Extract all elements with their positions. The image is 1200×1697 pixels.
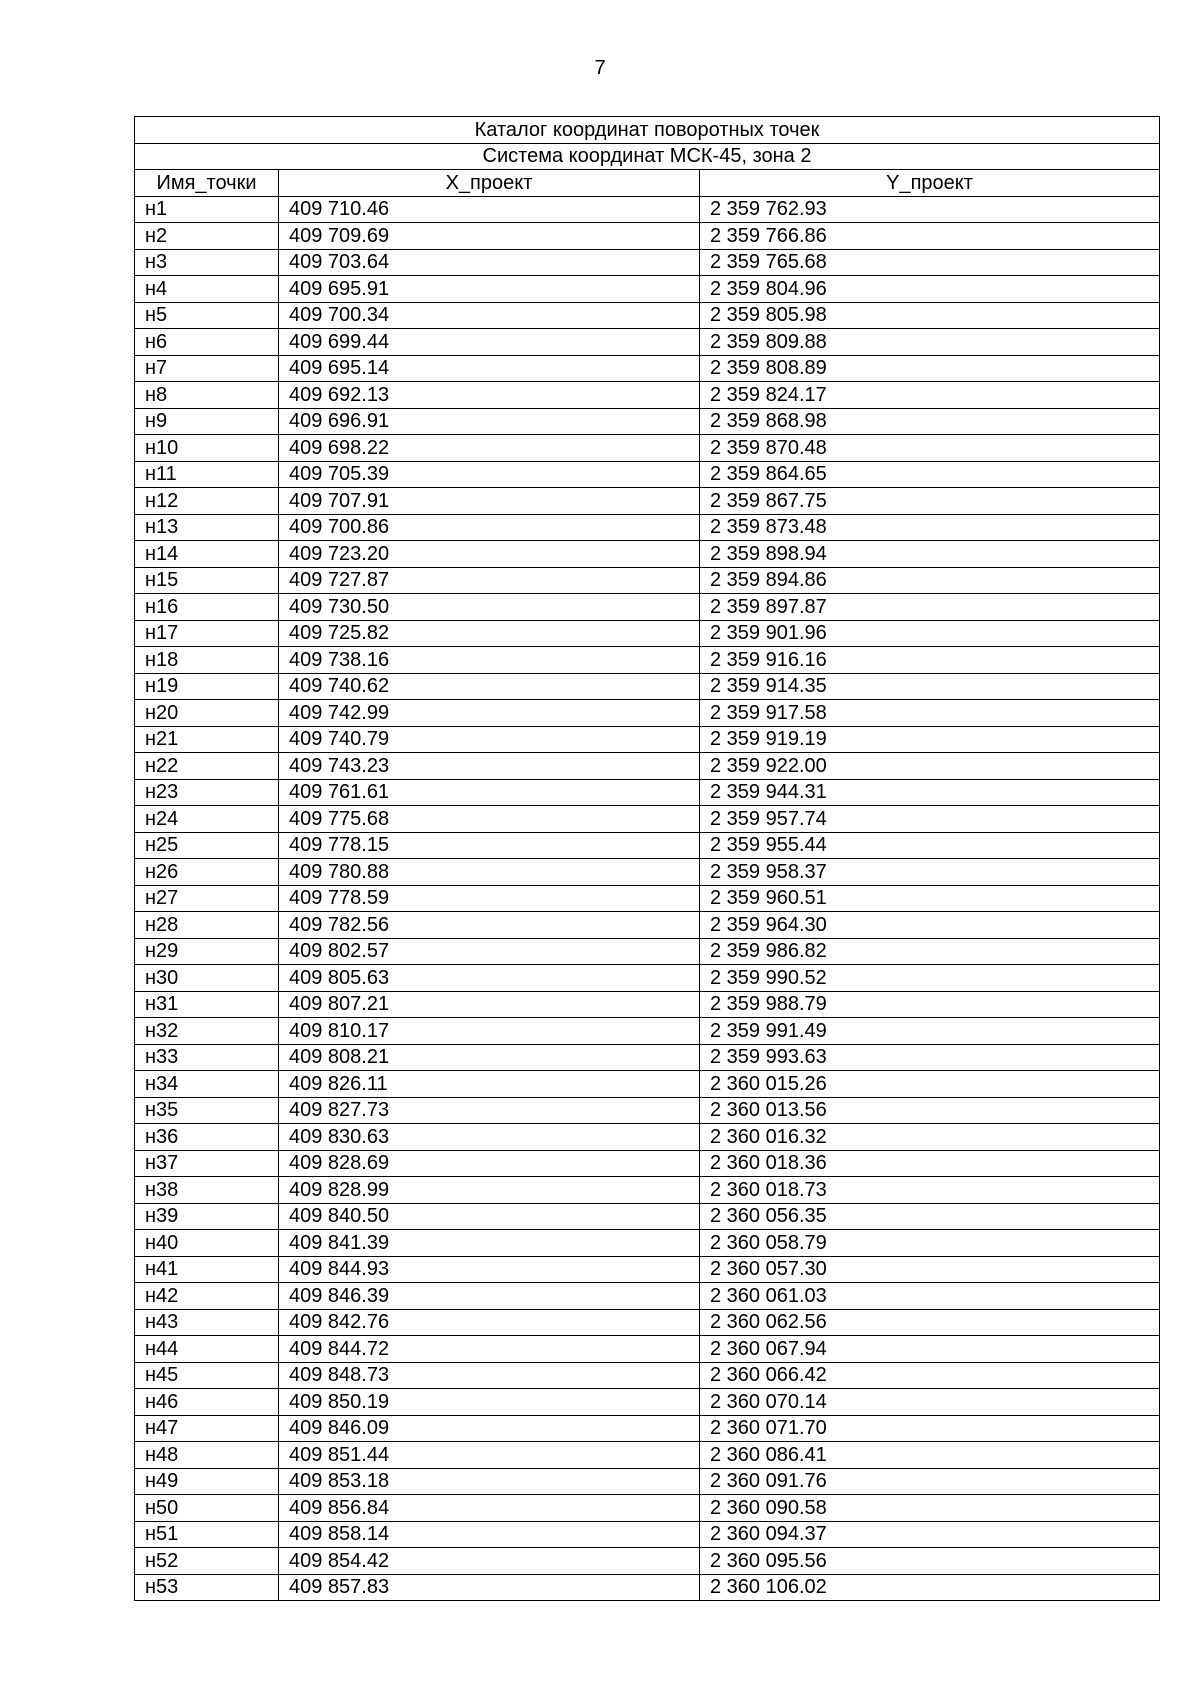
point-name-cell: н41 bbox=[135, 1256, 279, 1283]
point-name-cell: н2 bbox=[135, 223, 279, 250]
x-coordinate-cell: 409 808.21 bbox=[279, 1044, 700, 1071]
table-row bbox=[135, 1230, 1160, 1257]
point-name-cell: н29 bbox=[135, 938, 279, 965]
point-name-cell: н24 bbox=[135, 806, 279, 833]
table-row bbox=[135, 1283, 1160, 1310]
y-coordinate-cell: 2 360 015.26 bbox=[700, 1071, 1160, 1098]
y-coordinate-cell: 2 360 018.73 bbox=[700, 1177, 1160, 1204]
table-row bbox=[135, 1362, 1160, 1389]
column-header-point-name: Имя_точки bbox=[135, 170, 279, 197]
y-coordinate-cell: 2 359 873.48 bbox=[700, 514, 1160, 541]
y-coordinate-cell: 2 359 868.98 bbox=[700, 408, 1160, 435]
x-coordinate-cell: 409 705.39 bbox=[279, 461, 700, 488]
x-coordinate-cell: 409 858.14 bbox=[279, 1521, 700, 1548]
point-name-cell: н26 bbox=[135, 859, 279, 886]
x-coordinate-cell: 409 725.82 bbox=[279, 620, 700, 647]
point-name-cell: н19 bbox=[135, 673, 279, 700]
table-row bbox=[135, 806, 1160, 833]
point-name-cell: н3 bbox=[135, 249, 279, 276]
table-row bbox=[135, 1203, 1160, 1230]
point-name-cell: н53 bbox=[135, 1574, 279, 1601]
table-row bbox=[135, 1389, 1160, 1416]
y-coordinate-cell: 2 359 958.37 bbox=[700, 859, 1160, 886]
y-coordinate-cell: 2 359 960.51 bbox=[700, 885, 1160, 912]
point-name-cell: н13 bbox=[135, 514, 279, 541]
y-coordinate-cell: 2 360 016.32 bbox=[700, 1124, 1160, 1151]
x-coordinate-cell: 409 700.86 bbox=[279, 514, 700, 541]
table-row bbox=[135, 726, 1160, 753]
table-row bbox=[135, 1468, 1160, 1495]
y-coordinate-cell: 2 360 071.70 bbox=[700, 1415, 1160, 1442]
x-coordinate-cell: 409 730.50 bbox=[279, 594, 700, 621]
x-coordinate-cell: 409 695.91 bbox=[279, 276, 700, 303]
y-coordinate-cell: 2 359 957.74 bbox=[700, 806, 1160, 833]
point-name-cell: н31 bbox=[135, 991, 279, 1018]
point-name-cell: н1 bbox=[135, 196, 279, 223]
point-name-cell: н8 bbox=[135, 382, 279, 409]
x-coordinate-cell: 409 853.18 bbox=[279, 1468, 700, 1495]
table-title: Каталог координат поворотных точек bbox=[135, 117, 1160, 144]
point-name-cell: н32 bbox=[135, 1018, 279, 1045]
y-coordinate-cell: 2 360 056.35 bbox=[700, 1203, 1160, 1230]
point-name-cell: н35 bbox=[135, 1097, 279, 1124]
y-coordinate-cell: 2 359 917.58 bbox=[700, 700, 1160, 727]
point-name-cell: н44 bbox=[135, 1336, 279, 1363]
table-row bbox=[135, 249, 1160, 276]
table-row bbox=[135, 1574, 1160, 1601]
x-coordinate-cell: 409 703.64 bbox=[279, 249, 700, 276]
x-coordinate-cell: 409 846.39 bbox=[279, 1283, 700, 1310]
table-row bbox=[135, 1521, 1160, 1548]
x-coordinate-cell: 409 723.20 bbox=[279, 541, 700, 568]
point-name-cell: н20 bbox=[135, 700, 279, 727]
table-row bbox=[135, 276, 1160, 303]
x-coordinate-cell: 409 856.84 bbox=[279, 1495, 700, 1522]
x-coordinate-cell: 409 698.22 bbox=[279, 435, 700, 462]
point-name-cell: н43 bbox=[135, 1309, 279, 1336]
point-name-cell: н52 bbox=[135, 1548, 279, 1575]
table-row bbox=[135, 461, 1160, 488]
x-coordinate-cell: 409 742.99 bbox=[279, 700, 700, 727]
x-coordinate-cell: 409 841.39 bbox=[279, 1230, 700, 1257]
point-name-cell: н5 bbox=[135, 302, 279, 329]
x-coordinate-cell: 409 738.16 bbox=[279, 647, 700, 674]
table-row bbox=[135, 594, 1160, 621]
y-coordinate-cell: 2 359 864.65 bbox=[700, 461, 1160, 488]
table-row bbox=[135, 1336, 1160, 1363]
y-coordinate-cell: 2 359 901.96 bbox=[700, 620, 1160, 647]
point-name-cell: н30 bbox=[135, 965, 279, 992]
table-row bbox=[135, 1256, 1160, 1283]
point-name-cell: н49 bbox=[135, 1468, 279, 1495]
y-coordinate-cell: 2 359 986.82 bbox=[700, 938, 1160, 965]
table-row bbox=[135, 329, 1160, 356]
point-name-cell: н38 bbox=[135, 1177, 279, 1204]
table-subtitle: Система координат МСК-45, зона 2 bbox=[135, 143, 1160, 170]
table-row bbox=[135, 196, 1160, 223]
table-row bbox=[135, 435, 1160, 462]
y-coordinate-cell: 2 359 766.86 bbox=[700, 223, 1160, 250]
table-row bbox=[135, 991, 1160, 1018]
table-row bbox=[135, 620, 1160, 647]
y-coordinate-cell: 2 359 809.88 bbox=[700, 329, 1160, 356]
point-name-cell: н18 bbox=[135, 647, 279, 674]
x-coordinate-cell: 409 695.14 bbox=[279, 355, 700, 382]
table-row bbox=[135, 912, 1160, 939]
x-coordinate-cell: 409 743.23 bbox=[279, 753, 700, 780]
x-coordinate-cell: 409 857.83 bbox=[279, 1574, 700, 1601]
point-name-cell: н34 bbox=[135, 1071, 279, 1098]
x-coordinate-cell: 409 707.91 bbox=[279, 488, 700, 515]
y-coordinate-cell: 2 359 897.87 bbox=[700, 594, 1160, 621]
x-coordinate-cell: 409 709.69 bbox=[279, 223, 700, 250]
y-coordinate-cell: 2 359 944.31 bbox=[700, 779, 1160, 806]
point-name-cell: н15 bbox=[135, 567, 279, 594]
page-number: 7 bbox=[594, 57, 606, 79]
y-coordinate-cell: 2 360 013.56 bbox=[700, 1097, 1160, 1124]
y-coordinate-cell: 2 359 870.48 bbox=[700, 435, 1160, 462]
x-coordinate-cell: 409 775.68 bbox=[279, 806, 700, 833]
point-name-cell: н48 bbox=[135, 1442, 279, 1469]
point-name-cell: н12 bbox=[135, 488, 279, 515]
point-name-cell: н10 bbox=[135, 435, 279, 462]
point-name-cell: н7 bbox=[135, 355, 279, 382]
x-coordinate-cell: 409 727.87 bbox=[279, 567, 700, 594]
point-name-cell: н9 bbox=[135, 408, 279, 435]
x-coordinate-cell: 409 778.59 bbox=[279, 885, 700, 912]
y-coordinate-cell: 2 359 955.44 bbox=[700, 832, 1160, 859]
table-body bbox=[135, 196, 1160, 1601]
y-coordinate-cell: 2 359 993.63 bbox=[700, 1044, 1160, 1071]
y-coordinate-cell: 2 359 990.52 bbox=[700, 965, 1160, 992]
x-coordinate-cell: 409 740.79 bbox=[279, 726, 700, 753]
point-name-cell: н47 bbox=[135, 1415, 279, 1442]
y-coordinate-cell: 2 359 964.30 bbox=[700, 912, 1160, 939]
y-coordinate-cell: 2 359 765.68 bbox=[700, 249, 1160, 276]
point-name-cell: н51 bbox=[135, 1521, 279, 1548]
point-name-cell: н23 bbox=[135, 779, 279, 806]
y-coordinate-cell: 2 360 090.58 bbox=[700, 1495, 1160, 1522]
table-row bbox=[135, 859, 1160, 886]
table-row bbox=[135, 779, 1160, 806]
point-name-cell: н21 bbox=[135, 726, 279, 753]
point-name-cell: н33 bbox=[135, 1044, 279, 1071]
x-coordinate-cell: 409 844.93 bbox=[279, 1256, 700, 1283]
x-coordinate-cell: 409 761.61 bbox=[279, 779, 700, 806]
table-row bbox=[135, 1548, 1160, 1575]
column-header-y: Y_проект bbox=[700, 170, 1160, 197]
x-coordinate-cell: 409 854.42 bbox=[279, 1548, 700, 1575]
y-coordinate-cell: 2 359 805.98 bbox=[700, 302, 1160, 329]
point-name-cell: н40 bbox=[135, 1230, 279, 1257]
y-coordinate-cell: 2 360 062.56 bbox=[700, 1309, 1160, 1336]
x-coordinate-cell: 409 700.34 bbox=[279, 302, 700, 329]
x-coordinate-cell: 409 802.57 bbox=[279, 938, 700, 965]
y-coordinate-cell: 2 360 061.03 bbox=[700, 1283, 1160, 1310]
x-coordinate-cell: 409 692.13 bbox=[279, 382, 700, 409]
point-name-cell: н37 bbox=[135, 1150, 279, 1177]
y-coordinate-cell: 2 359 916.16 bbox=[700, 647, 1160, 674]
x-coordinate-cell: 409 828.69 bbox=[279, 1150, 700, 1177]
y-coordinate-cell: 2 360 086.41 bbox=[700, 1442, 1160, 1469]
y-coordinate-cell: 2 359 914.35 bbox=[700, 673, 1160, 700]
y-coordinate-cell: 2 360 067.94 bbox=[700, 1336, 1160, 1363]
x-coordinate-cell: 409 740.62 bbox=[279, 673, 700, 700]
x-coordinate-cell: 409 844.72 bbox=[279, 1336, 700, 1363]
y-coordinate-cell: 2 359 898.94 bbox=[700, 541, 1160, 568]
column-header-x: X_проект bbox=[279, 170, 700, 197]
x-coordinate-cell: 409 696.91 bbox=[279, 408, 700, 435]
table-row bbox=[135, 647, 1160, 674]
x-coordinate-cell: 409 846.09 bbox=[279, 1415, 700, 1442]
point-name-cell: н50 bbox=[135, 1495, 279, 1522]
y-coordinate-cell: 2 360 095.56 bbox=[700, 1548, 1160, 1575]
x-coordinate-cell: 409 710.46 bbox=[279, 196, 700, 223]
table-row bbox=[135, 1177, 1160, 1204]
table-row bbox=[135, 1415, 1160, 1442]
point-name-cell: н17 bbox=[135, 620, 279, 647]
y-coordinate-cell: 2 359 867.75 bbox=[700, 488, 1160, 515]
y-coordinate-cell: 2 359 894.86 bbox=[700, 567, 1160, 594]
x-coordinate-cell: 409 850.19 bbox=[279, 1389, 700, 1416]
x-coordinate-cell: 409 842.76 bbox=[279, 1309, 700, 1336]
x-coordinate-cell: 409 810.17 bbox=[279, 1018, 700, 1045]
x-coordinate-cell: 409 827.73 bbox=[279, 1097, 700, 1124]
x-coordinate-cell: 409 778.15 bbox=[279, 832, 700, 859]
table-row bbox=[135, 302, 1160, 329]
x-coordinate-cell: 409 828.99 bbox=[279, 1177, 700, 1204]
point-name-cell: н36 bbox=[135, 1124, 279, 1151]
table-row bbox=[135, 1097, 1160, 1124]
point-name-cell: н22 bbox=[135, 753, 279, 780]
x-coordinate-cell: 409 851.44 bbox=[279, 1442, 700, 1469]
y-coordinate-cell: 2 360 070.14 bbox=[700, 1389, 1160, 1416]
table-row bbox=[135, 355, 1160, 382]
y-coordinate-cell: 2 359 988.79 bbox=[700, 991, 1160, 1018]
table-row bbox=[135, 567, 1160, 594]
table-header bbox=[135, 117, 1160, 197]
x-coordinate-cell: 409 699.44 bbox=[279, 329, 700, 356]
table-row bbox=[135, 1442, 1160, 1469]
point-name-cell: н4 bbox=[135, 276, 279, 303]
table-row bbox=[135, 1018, 1160, 1045]
x-coordinate-cell: 409 782.56 bbox=[279, 912, 700, 939]
table-row bbox=[135, 1044, 1160, 1071]
point-name-cell: н45 bbox=[135, 1362, 279, 1389]
point-name-cell: н46 bbox=[135, 1389, 279, 1416]
x-coordinate-cell: 409 780.88 bbox=[279, 859, 700, 886]
table-row bbox=[135, 885, 1160, 912]
table-row bbox=[135, 832, 1160, 859]
table-row bbox=[135, 938, 1160, 965]
x-coordinate-cell: 409 840.50 bbox=[279, 1203, 700, 1230]
y-coordinate-cell: 2 359 824.17 bbox=[700, 382, 1160, 409]
table-row bbox=[135, 514, 1160, 541]
x-coordinate-cell: 409 805.63 bbox=[279, 965, 700, 992]
point-name-cell: н6 bbox=[135, 329, 279, 356]
point-name-cell: н16 bbox=[135, 594, 279, 621]
y-coordinate-cell: 2 359 762.93 bbox=[700, 196, 1160, 223]
table-row bbox=[135, 1124, 1160, 1151]
y-coordinate-cell: 2 360 058.79 bbox=[700, 1230, 1160, 1257]
table-row bbox=[135, 1309, 1160, 1336]
y-coordinate-cell: 2 359 991.49 bbox=[700, 1018, 1160, 1045]
table-row bbox=[135, 382, 1160, 409]
y-coordinate-cell: 2 360 066.42 bbox=[700, 1362, 1160, 1389]
y-coordinate-cell: 2 359 808.89 bbox=[700, 355, 1160, 382]
y-coordinate-cell: 2 359 804.96 bbox=[700, 276, 1160, 303]
table-row bbox=[135, 753, 1160, 780]
table-row bbox=[135, 488, 1160, 515]
point-name-cell: н14 bbox=[135, 541, 279, 568]
y-coordinate-cell: 2 360 091.76 bbox=[700, 1468, 1160, 1495]
table-row bbox=[135, 223, 1160, 250]
point-name-cell: н27 bbox=[135, 885, 279, 912]
point-name-cell: н11 bbox=[135, 461, 279, 488]
table-row bbox=[135, 673, 1160, 700]
point-name-cell: н25 bbox=[135, 832, 279, 859]
point-name-cell: н39 bbox=[135, 1203, 279, 1230]
table-row bbox=[135, 1071, 1160, 1098]
x-coordinate-cell: 409 826.11 bbox=[279, 1071, 700, 1098]
x-coordinate-cell: 409 807.21 bbox=[279, 991, 700, 1018]
y-coordinate-cell: 2 359 922.00 bbox=[700, 753, 1160, 780]
table-row bbox=[135, 408, 1160, 435]
y-coordinate-cell: 2 360 094.37 bbox=[700, 1521, 1160, 1548]
y-coordinate-cell: 2 359 919.19 bbox=[700, 726, 1160, 753]
x-coordinate-cell: 409 848.73 bbox=[279, 1362, 700, 1389]
point-name-cell: н28 bbox=[135, 912, 279, 939]
table-row bbox=[135, 541, 1160, 568]
table-row bbox=[135, 700, 1160, 727]
point-name-cell: н42 bbox=[135, 1283, 279, 1310]
y-coordinate-cell: 2 360 018.36 bbox=[700, 1150, 1160, 1177]
y-coordinate-cell: 2 360 106.02 bbox=[700, 1574, 1160, 1601]
coordinate-catalog-table bbox=[134, 116, 1160, 1601]
table-row bbox=[135, 965, 1160, 992]
x-coordinate-cell: 409 830.63 bbox=[279, 1124, 700, 1151]
table-row bbox=[135, 1150, 1160, 1177]
table-row bbox=[135, 1495, 1160, 1522]
y-coordinate-cell: 2 360 057.30 bbox=[700, 1256, 1160, 1283]
